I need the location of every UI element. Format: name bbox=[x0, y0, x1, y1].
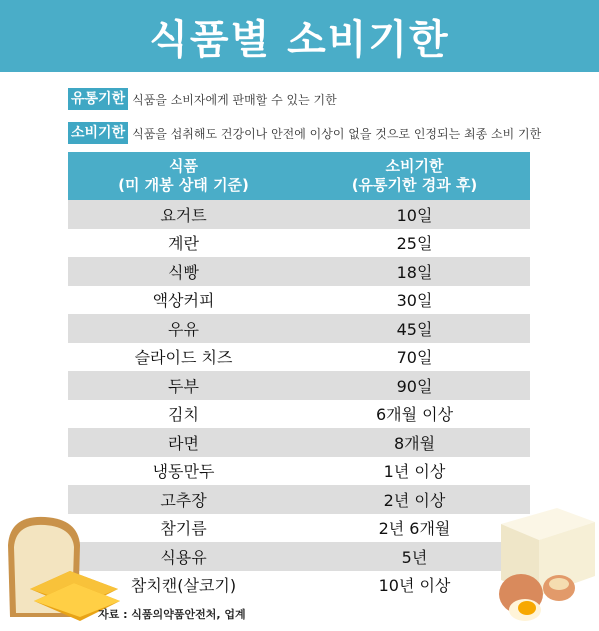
period-cell: 70일 bbox=[396, 348, 433, 368]
table-row bbox=[68, 457, 530, 486]
table-row bbox=[68, 257, 530, 286]
table-row bbox=[68, 571, 530, 600]
definition-text: 식품을 섭취해도 건강이나 안전에 이상이 없을 것으로 인정되는 최종 소비 기한 bbox=[132, 126, 542, 141]
header-food-subtitle: (미 개봉 상태 기준) bbox=[118, 176, 249, 194]
period-cell: 2년 6개월 bbox=[378, 519, 451, 539]
table-row bbox=[68, 314, 530, 343]
period-cell: 10년 이상 bbox=[378, 576, 451, 596]
period-cell: 5년 bbox=[401, 547, 428, 567]
table-row bbox=[68, 371, 530, 400]
table-row bbox=[68, 428, 530, 457]
period-cell: 45일 bbox=[396, 319, 433, 339]
page-title: 식품별 소비기한 bbox=[149, 16, 450, 63]
table-row bbox=[68, 400, 530, 429]
header-period-subtitle: (유통기한 경과 후) bbox=[351, 176, 478, 194]
table-row bbox=[68, 542, 530, 571]
definition-consumption-period bbox=[68, 122, 541, 144]
food-cell: 두부 bbox=[168, 376, 199, 396]
food-cell: 계란 bbox=[168, 234, 199, 254]
period-cell: 10일 bbox=[396, 205, 433, 225]
egg-icon bbox=[499, 574, 575, 621]
period-cell: 6개월 이상 bbox=[375, 405, 454, 425]
period-cell: 2년 이상 bbox=[383, 490, 446, 510]
source-note: 자료 : 식품의약품안전처, 업계 bbox=[98, 608, 246, 621]
definition-tag: 유통기한 bbox=[68, 88, 128, 110]
table-row bbox=[68, 514, 530, 543]
table-header bbox=[68, 152, 530, 200]
food-cell: 식빵 bbox=[168, 262, 199, 282]
period-cell: 1년 이상 bbox=[383, 462, 446, 482]
title-banner bbox=[0, 0, 599, 72]
table-row bbox=[68, 485, 530, 514]
header-period bbox=[299, 152, 530, 200]
food-cell: 라면 bbox=[168, 433, 199, 453]
food-cell: 슬라이드 치즈 bbox=[134, 348, 233, 368]
food-cell: 고추장 bbox=[160, 490, 207, 510]
definition-tag: 소비기한 bbox=[68, 122, 128, 144]
period-cell: 18일 bbox=[396, 262, 433, 282]
period-cell: 90일 bbox=[396, 376, 433, 396]
header-period-title: 소비기한 bbox=[385, 157, 444, 175]
food-cell: 액상커피 bbox=[152, 291, 215, 311]
definition-shelf-life bbox=[68, 88, 337, 110]
definition-text: 식품을 소비자에게 판매할 수 있는 기한 bbox=[132, 92, 337, 107]
tofu-egg-illustration bbox=[487, 500, 599, 631]
table-row bbox=[68, 229, 530, 258]
header-food-title: 식품 bbox=[169, 157, 198, 175]
food-cell: 김치 bbox=[168, 405, 199, 425]
food-cell: 참기름 bbox=[160, 519, 207, 539]
food-cell: 요거트 bbox=[160, 205, 207, 225]
food-cell: 참치캔(살코기) bbox=[130, 576, 237, 596]
food-cell: 식용유 bbox=[160, 547, 207, 567]
food-cell: 냉동만두 bbox=[152, 462, 215, 482]
consumption-period-table bbox=[68, 152, 530, 599]
header-food bbox=[68, 152, 299, 200]
table-row bbox=[68, 343, 530, 372]
table-row bbox=[68, 200, 530, 229]
period-cell: 8개월 bbox=[393, 433, 436, 453]
period-cell: 30일 bbox=[396, 291, 433, 311]
period-cell: 25일 bbox=[396, 234, 433, 254]
table-body bbox=[68, 200, 530, 599]
food-cell: 우유 bbox=[168, 319, 199, 339]
table-row bbox=[68, 286, 530, 315]
